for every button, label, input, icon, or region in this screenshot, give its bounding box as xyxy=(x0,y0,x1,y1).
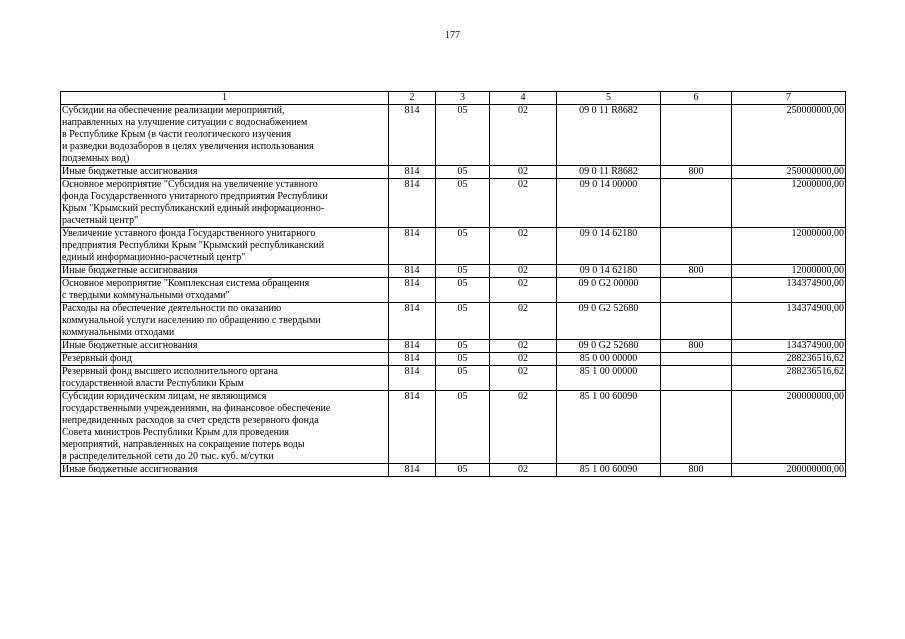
code-3-cell: 05 xyxy=(436,228,490,265)
code-6-cell xyxy=(661,228,732,265)
row-name-cell: Иные бюджетные ассигнования xyxy=(61,166,389,179)
table-row xyxy=(61,278,846,303)
column-header: 7 xyxy=(732,92,846,105)
row-name-cell: Резервный фонд высшего исполнительного органа государственной власти Республики Крым xyxy=(61,366,389,391)
code-5-cell: 85 1 00 60090 xyxy=(557,464,661,477)
code-5-cell: 85 1 00 00000 xyxy=(557,366,661,391)
code-3-cell: 05 xyxy=(436,265,490,278)
code-2-cell: 814 xyxy=(389,366,436,391)
code-4-cell: 02 xyxy=(490,228,557,265)
code-3-cell: 05 xyxy=(436,303,490,340)
amount-cell: 12000000,00 xyxy=(732,228,846,265)
table-row xyxy=(61,166,846,179)
code-6-cell: 800 xyxy=(661,340,732,353)
code-2-cell: 814 xyxy=(389,265,436,278)
code-4-cell: 02 xyxy=(490,166,557,179)
amount-cell: 200000000,00 xyxy=(732,391,846,464)
code-6-cell: 800 xyxy=(661,166,732,179)
table-header-row xyxy=(61,92,846,105)
code-2-cell: 814 xyxy=(389,391,436,464)
table-row xyxy=(61,353,846,366)
code-3-cell: 05 xyxy=(436,391,490,464)
code-4-cell: 02 xyxy=(490,391,557,464)
column-header: 5 xyxy=(557,92,661,105)
code-3-cell: 05 xyxy=(436,353,490,366)
code-2-cell: 814 xyxy=(389,228,436,265)
code-2-cell: 814 xyxy=(389,105,436,166)
code-6-cell: 800 xyxy=(661,464,732,477)
code-4-cell: 02 xyxy=(490,303,557,340)
amount-cell: 12000000,00 xyxy=(732,179,846,228)
code-5-cell: 09 0 G2 52680 xyxy=(557,303,661,340)
code-5-cell: 09 0 14 62180 xyxy=(557,228,661,265)
code-2-cell: 814 xyxy=(389,464,436,477)
row-name-cell: Субсидии на обеспечение реализации мероприятий, направленных на улучшение ситуации с водоснабжением в Республике Крым (в части геологического изучения и разведки водозаборов в целях увеличения использования подземных вод) xyxy=(61,105,389,166)
column-header: 2 xyxy=(389,92,436,105)
row-name-cell: Основное мероприятие "Субсидия на увеличение уставного фонда Государственного унитарного предприятия Республики Крым "Крымский республиканский единый информационно- расчетный центр" xyxy=(61,179,389,228)
code-2-cell: 814 xyxy=(389,179,436,228)
column-header: 4 xyxy=(490,92,557,105)
table-row xyxy=(61,391,846,464)
row-name-cell: Иные бюджетные ассигнования xyxy=(61,265,389,278)
amount-cell: 134374900,00 xyxy=(732,278,846,303)
row-name-cell: Основное мероприятие "Комплексная система обращения с твердыми коммунальными отходами" xyxy=(61,278,389,303)
budget-table xyxy=(60,91,846,477)
code-6-cell xyxy=(661,391,732,464)
code-5-cell: 09 0 14 00000 xyxy=(557,179,661,228)
code-5-cell: 85 0 00 00000 xyxy=(557,353,661,366)
code-2-cell: 814 xyxy=(389,166,436,179)
amount-cell: 134374900,00 xyxy=(732,340,846,353)
code-3-cell: 05 xyxy=(436,166,490,179)
code-5-cell: 09 0 11 R8682 xyxy=(557,105,661,166)
code-2-cell: 814 xyxy=(389,340,436,353)
code-5-cell: 09 0 G2 00000 xyxy=(557,278,661,303)
code-3-cell: 05 xyxy=(436,278,490,303)
code-6-cell xyxy=(661,366,732,391)
table-row xyxy=(61,366,846,391)
row-name-cell: Расходы на обеспечение деятельности по оказанию коммунальной услуги населению по обращению с твердыми коммунальными отходами xyxy=(61,303,389,340)
code-4-cell: 02 xyxy=(490,366,557,391)
code-2-cell: 814 xyxy=(389,303,436,340)
amount-cell: 134374900,00 xyxy=(732,303,846,340)
row-name-cell: Увеличение уставного фонда Государственного унитарного предприятия Республики Крым "Крымский республиканский единый информационно-расчетный центр" xyxy=(61,228,389,265)
column-header: 3 xyxy=(436,92,490,105)
code-6-cell xyxy=(661,105,732,166)
amount-cell: 288236516,62 xyxy=(732,353,846,366)
row-name-cell: Субсидии юридическим лицам, не являющимся государственными учреждениями, на финансовое обеспечение непредвиденных расходов за счет средств резервного фонда Совета министров Республики Крым для проведения мероприятий, направленных на сокращение потерь воды в распределительной сети до 20 тыс. куб. м/сутки xyxy=(61,391,389,464)
code-2-cell: 814 xyxy=(389,278,436,303)
code-2-cell: 814 xyxy=(389,353,436,366)
amount-cell: 12000000,00 xyxy=(732,265,846,278)
code-4-cell: 02 xyxy=(490,179,557,228)
row-name-cell: Резервный фонд xyxy=(61,353,389,366)
code-6-cell: 800 xyxy=(661,265,732,278)
amount-cell: 288236516,62 xyxy=(732,366,846,391)
code-5-cell: 09 0 14 62180 xyxy=(557,265,661,278)
amount-cell: 250000000,00 xyxy=(732,105,846,166)
table-row xyxy=(61,303,846,340)
table-row xyxy=(61,340,846,353)
table-row xyxy=(61,265,846,278)
code-4-cell: 02 xyxy=(490,353,557,366)
code-6-cell xyxy=(661,278,732,303)
column-header: 1 xyxy=(61,92,389,105)
code-3-cell: 05 xyxy=(436,464,490,477)
code-4-cell: 02 xyxy=(490,278,557,303)
code-3-cell: 05 xyxy=(436,105,490,166)
row-name-cell: Иные бюджетные ассигнования xyxy=(61,464,389,477)
code-4-cell: 02 xyxy=(490,265,557,278)
code-6-cell xyxy=(661,353,732,366)
code-4-cell: 02 xyxy=(490,464,557,477)
row-name-cell: Иные бюджетные ассигнования xyxy=(61,340,389,353)
table-row xyxy=(61,179,846,228)
code-4-cell: 02 xyxy=(490,105,557,166)
table-row xyxy=(61,228,846,265)
code-6-cell xyxy=(661,179,732,228)
code-4-cell: 02 xyxy=(490,340,557,353)
code-5-cell: 09 0 G2 52680 xyxy=(557,340,661,353)
column-header: 6 xyxy=(661,92,732,105)
code-3-cell: 05 xyxy=(436,366,490,391)
amount-cell: 250000000,00 xyxy=(732,166,846,179)
code-6-cell xyxy=(661,303,732,340)
code-5-cell: 85 1 00 60090 xyxy=(557,391,661,464)
code-3-cell: 05 xyxy=(436,340,490,353)
table-row xyxy=(61,464,846,477)
code-3-cell: 05 xyxy=(436,179,490,228)
code-5-cell: 09 0 11 R8682 xyxy=(557,166,661,179)
amount-cell: 200000000,00 xyxy=(732,464,846,477)
table-row xyxy=(61,105,846,166)
page-number: 177 xyxy=(445,30,460,41)
